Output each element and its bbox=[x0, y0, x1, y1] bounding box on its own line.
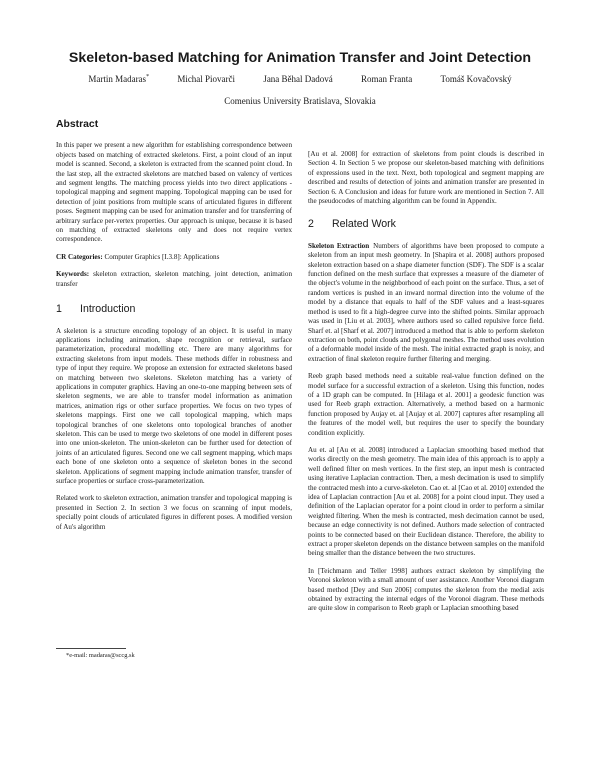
runin-heading: Skeleton Extraction bbox=[308, 241, 370, 250]
abstract-heading: Abstract bbox=[56, 119, 99, 130]
keywords: Keywords: skeleton extraction, skeleton matching, joint detection, animation transfer bbox=[56, 270, 292, 288]
author: Martin Madaras* bbox=[88, 74, 150, 84]
footnote-rule bbox=[56, 648, 126, 649]
author: Jana Běhal Dadová bbox=[263, 74, 333, 84]
author: Michal Piovarči bbox=[177, 74, 236, 84]
left-column bbox=[56, 120, 292, 540]
related-work-paragraph: Skeleton Extraction Numbers of algorithms have been proposed to compute a skeleton from an input mesh geometry. In [Shapira et al. 2008] authors proposed skeleton extraction based on a shape diameter function (SDF). The SDF is a scalar function defined on the mesh surface that expresses a measure of the diameter of the object's volume in the neighborhood of each point on the surface. Thus, a set of random vertices is pushed in an inward normal direction into the volume of the model by a distance that equals to half of the SDF values and a least-squares method is used to fit a high-degree curve into the shifted points. Similar approach was used in [Liu et al. 2003], where authors used so called repulsive force field. Sharf et. al [Sharf et al. 2007] introduced a method that is able to perform skeleton extraction on both, point clouds and polygonal meshes. The method uses evolution of a deformable model inside of the mesh. The initial extracted graph is noisy, and extraction of final skeleton require further filtering and merging. bbox=[308, 241, 544, 363]
affiliation: Comenius University Bratislava, Slovakia bbox=[224, 96, 376, 106]
section-heading-introduction: 1 Introduction bbox=[56, 303, 136, 316]
right-column bbox=[308, 150, 544, 622]
author: Tomáš Kovačovský bbox=[440, 74, 512, 84]
author-list bbox=[0, 74, 600, 84]
author: Roman Franta bbox=[361, 74, 413, 84]
paper-title: Skeleton-based Matching for Animation Transfer and Joint Detection bbox=[68, 50, 532, 66]
section-heading-related-work: 2 Related Work bbox=[308, 218, 396, 231]
related-work-paragraph: Reeb graph based methods need a suitable real-value function defined on the model surface for a successful extraction of a skeleton. Using this function, nodes of a 1D graph can be computed. In [Hilaga et al. 2001] a geodesic function was used for Reeb graph extraction. Alternatively, a method based on a harmonic function proposed by Aujay et. al [Aujay et al. 2007] captures after resampling all the features of the model well, but requires the user to specify the boundary condition explicitly. bbox=[308, 372, 544, 437]
intro-paragraph: Related work to skeleton extraction, animation transfer and topological mapping is presented in Section 2. In section 3 we focus on scanning of input models, specially point clouds of articulated figures in different poses. A modified version of Au's algorithm bbox=[56, 494, 292, 531]
footnote: *e-mail: madaras@sccg.sk bbox=[56, 648, 292, 659]
related-work-paragraph: Au et. al [Au et al. 2008] introduced a Laplacian smoothing based method that works directly on the mesh geometry. The main idea of this approach is to apply a well defined filter on mesh vertices. In the first step, an input mesh is contracted using iterative Laplacian contraction. Then, a mesh decimation is used to simplify the contracted mesh into a curve-skeleton. Cao et. al [Cao et al. 2010] extended the idea of Laplacian contraction [Au et al. 2008] for a point cloud input. They used a definition of the Laplacian operator for a point cloud in order to perform a similar weighted filtering. When the mesh is contracted, mesh decimation cannot be used, because an edge connectivity is not defined. Authors made selection of contracted points to be connected based on their Euclidean distance. Therefore, the ability to extract a proper skeleton depends on the distance between samples on the manifold being smaller than the distance between the two structures. bbox=[308, 445, 544, 558]
abstract-text: In this paper we present a new algorithm for establishing correspondence between objects based on matching of extracted skeletons. First, a point cloud of an input model is scanned. Second, a skeleton is extracted from the scanned point cloud. In the last step, all the extracted skeletons are matched based on valency of vertices and segment lengths. The matching process yields into two direct applications - topological mapping and segment mapping. Topological mapping can be used for detection of joint positions from multiple scans of articulated figures in different poses. Segment mapping can be used for animation transfer and for transferring of arbitrary surface per-vertex properties. Our approach is unique, because it is based on matching of extracted skeletons only and does not require vertex correspondence. bbox=[56, 141, 292, 244]
intro-paragraph: A skeleton is a structure encoding topology of an object. It is useful in many applications including animation, shape recognition or retrieval, surface parameterization, procedural modelling etc. There are many algorithms for extracting skeletons from input models. These methods differ in robustness and type of input they require. We propose an extension for extracted skeletons based on matching between two skeletons. Skeleton matching has a variety of applications in computer graphics. Having an one-to-one mapping between sets of skeleton segments, we are able to transfer model information as animation matrices, animation rigs or other surface properties. We focus on two types of skeletons mappings. First one we call topological mapping, which maps topological branches of one skeletons onto topological branches of another skeleton. This can be used to merge two skeletons of one model in different poses into one union-skeleton. The union-skeleton can be further used for detection of joints of an articulated figures. Second one we call segment mapping, which maps each bone of one skeleton onto a sequence of skeleton bones in the second skeleton. Applications of segment mapping include animation transfer, transfer of surface properties or surface cross-parameterization. bbox=[56, 326, 292, 485]
intro-continued-paragraph: [Au et al. 2008] for extraction of skeletons from point clouds is described in Section 4. In Section 5 we propose our skeleton-based matching with definitions of expressions used in the text. Next, both topological and segment mapping are described and results of detection of joints and animation transfer are presented in Section 6. A Conclusion and ideas for future work are mentioned in Section 7. All the pseudocodes of matching algorithm can be found in Appendix. bbox=[308, 150, 544, 206]
cr-categories: CR Categories: Computer Graphics [I.3.8]: Applications bbox=[56, 252, 220, 261]
related-work-paragraph: In [Teichmann and Teller 1998] authors extract skeleton by simplifying the Voronoi skeleton with a small amount of user assistance. Another Voronoi diagram based method [Dey and Sun 2006] computes the skeleton from the medial axis obtained by extracting the internal edges of the Voronoi diagram. These methods are quite slow in comparison to Reeb graph or Laplacian smoothing based bbox=[308, 566, 544, 613]
